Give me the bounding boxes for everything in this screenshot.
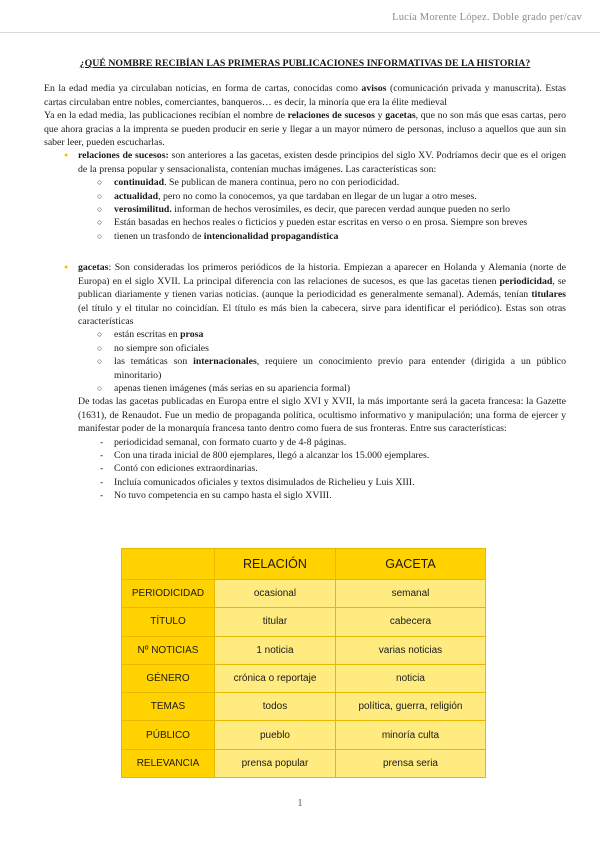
cell-gaceta: noticia bbox=[335, 664, 485, 692]
cell-relacion: 1 noticia bbox=[215, 636, 336, 664]
cell-relacion: crónica o reportaje bbox=[215, 664, 336, 692]
cell-gaceta: cabecera bbox=[335, 608, 485, 636]
table-header-row bbox=[122, 549, 486, 580]
column-header-relacion: RELACIÓN bbox=[215, 549, 336, 580]
list-item: ○ apenas tienen imágenes (más serias en su apariencia formal) bbox=[44, 382, 566, 395]
cell-relacion: prensa popular bbox=[215, 749, 336, 777]
cell-relacion: titular bbox=[215, 608, 336, 636]
table-row bbox=[122, 721, 486, 749]
list-item: ○ están escritas en prosa bbox=[44, 328, 566, 341]
table-row bbox=[122, 693, 486, 721]
page-header: Lucía Morente López. Doble grado per/cav bbox=[392, 12, 582, 23]
column-header-gaceta: GACETA bbox=[335, 549, 485, 580]
bullet-relaciones: ● relaciones de sucesos: son anteriores a las gacetas, existen desde principios del siglo XV. Podríamos decir que es el origen de la prensa popular y sensacionalista, contenían muchas imágenes. Las características son: bbox=[44, 149, 566, 176]
row-label: RELEVANCIA bbox=[122, 749, 215, 777]
comparison-table bbox=[121, 548, 486, 778]
list-item: - No tuvo competencia en su campo hasta el siglo XVIII. bbox=[44, 489, 566, 502]
gazette-features-list bbox=[44, 436, 566, 503]
cell-gaceta: semanal bbox=[335, 580, 485, 608]
cell-relacion: ocasional bbox=[215, 580, 336, 608]
row-label: TEMAS bbox=[122, 693, 215, 721]
intro-paragraph-2: Ya en la edad media, las publicaciones recibían el nombre de relaciones de sucesos y gacetas, que no son más que esas cartas, pero que ahora gracias a la imprenta se pueden producir en serie y llegar a un mayor número de personas, incluso a aquellos que aun sin saber leer, pueden escucharlas. bbox=[44, 110, 566, 149]
gacetas-list bbox=[44, 328, 566, 395]
row-label: PÚBLICO bbox=[122, 721, 215, 749]
row-label: PERIODICIDAD bbox=[122, 580, 215, 608]
list-item: - Incluía comunicados oficiales y textos disimulados de Richelieu y Luis XIII. bbox=[44, 476, 566, 489]
cell-gaceta: política, guerra, religión bbox=[335, 693, 485, 721]
list-item: ○ verosimilitud. informan de hechos verosímiles, es decir, que parecen verdad aunque pueden no serlo bbox=[44, 203, 566, 216]
bullet-gacetas: ● gacetas: Son consideradas los primeros periódicos de la historia. Empiezan a aparecer en Holanda y Alemania (norte de Europa) en el siglo XVII. La principal diferencia con las relaciones de sucesos, es que las gacetas tienen periodicidad, se publican diariamente y tienen varias noticias. (aunque la periodicidad es generalmente semanal). Además, tenían titulares (el título y el titular no coincidían. El título es más bien la cabecera, sirve para identificar el periódico). Estas son otras características bbox=[44, 261, 566, 328]
relaciones-list bbox=[44, 176, 566, 243]
document-body bbox=[44, 57, 566, 503]
list-item: ○ no siempre son oficiales bbox=[44, 342, 566, 355]
list-item: ○ Están basadas en hechos reales o ficticios y pueden estar escritas en verso o en prosa. Siempre son breves bbox=[44, 216, 566, 229]
renaudot-paragraph: De todas las gacetas publicadas en Europa entre el siglo XVI y XVII, la más importante será la gaceta francesa: la Gazette (1631), de Renaudot. Fue un medio de propaganda política, ocultismo informativo y manipulación; una forma de ejercer y manifestar poder de la monarquía francesa tanto dentro como fuera de sus fronteras. Entre sus características: bbox=[78, 396, 566, 435]
table-row bbox=[122, 636, 486, 664]
row-label: TÍTULO bbox=[122, 608, 215, 636]
table-row bbox=[122, 608, 486, 636]
page-number: 1 bbox=[297, 798, 303, 809]
table-row bbox=[122, 664, 486, 692]
cell-relacion: pueblo bbox=[215, 721, 336, 749]
intro-paragraph-1: En la edad media ya circulaban noticias, en forma de cartas, conocidas como avisos (comunicación privada y manuscrita). Estas cartas circulaban entre nobles, comerciantes, banqueros… es decir, la minoría que era la élite medieval bbox=[44, 83, 566, 108]
cell-relacion: todos bbox=[215, 693, 336, 721]
row-label: GÉNERO bbox=[122, 664, 215, 692]
list-item: ○ tienen un trasfondo de intencionalidad propagandística bbox=[44, 230, 566, 243]
header-divider bbox=[0, 32, 600, 33]
cell-gaceta: minoría culta bbox=[335, 721, 485, 749]
list-item: - Con una tirada inicial de 800 ejemplares, llegó a alcanzar los 15.000 ejemplares. bbox=[44, 449, 566, 462]
table-row bbox=[122, 749, 486, 777]
row-label: Nº NOTICIAS bbox=[122, 636, 215, 664]
document-title: ¿QUÉ NOMBRE RECIBÍAN LAS PRIMERAS PUBLICACIONES INFORMATIVAS DE LA HISTORIA? bbox=[79, 58, 531, 69]
list-item: - Contó con ediciones extraordinarias. bbox=[44, 462, 566, 475]
table-row bbox=[122, 580, 486, 608]
list-item: ○ continuidad. Se publican de manera continua, pero no con periodicidad. bbox=[44, 176, 566, 189]
cell-gaceta: prensa seria bbox=[335, 749, 485, 777]
table-corner bbox=[122, 549, 215, 580]
list-item: - periodicidad semanal, con formato cuarto y de 4-8 páginas. bbox=[44, 436, 566, 449]
list-item: ○ actualidad, pero no como la conocemos, ya que tardaban en llegar de un lugar a otro meses. bbox=[44, 190, 566, 203]
cell-gaceta: varias noticias bbox=[335, 636, 485, 664]
list-item: ○ las temáticas son internacionales, requiere un conocimiento previo para entender (dirigida a un público minoritario) bbox=[44, 355, 566, 382]
